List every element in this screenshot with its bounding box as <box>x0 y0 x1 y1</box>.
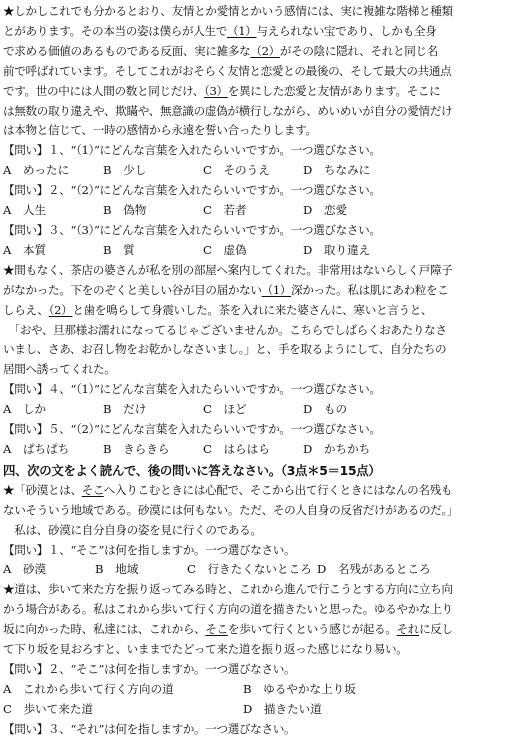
question-5-options <box>3 440 502 460</box>
question-2: 【問い】２、“（2）”にどんな言葉を入れたらいいですか。一つ選びなさい。 <box>3 183 381 198</box>
passage-line <box>3 580 502 600</box>
option-b[interactable]: B だけ <box>103 402 147 417</box>
option-c[interactable]: C 虚偽 <box>203 242 247 257</box>
option-b[interactable]: B 少し <box>103 163 147 178</box>
text-segment: です。世の中には人間の数と同じだけ、 <box>3 83 204 98</box>
option-b[interactable]: B 地域 <box>95 562 139 577</box>
underlined-blank: （1） <box>226 23 257 38</box>
text-segment: ★間もなく、茶店の婆さんが私を別の部屋へ案内してくれた。非常用はないらしく戸障子 <box>3 262 453 277</box>
underlined-blank: （2） <box>250 43 280 58</box>
option-a[interactable]: A ぱちぱち <box>3 441 70 456</box>
option-a[interactable]: A 人生 <box>3 203 47 218</box>
option-c[interactable]: C はらはら <box>203 441 270 456</box>
option-d[interactable]: D もの <box>303 402 348 417</box>
question-7-options <box>3 680 502 720</box>
option-c[interactable]: C 若者 <box>203 203 247 218</box>
option-b[interactable]: B ゆるやかな上り坂 <box>243 681 356 696</box>
option-d[interactable]: D ちなみに <box>303 163 371 178</box>
underlined-blank: （1） <box>261 282 292 297</box>
text-segment: を歩いて行くという感じが起る。 <box>227 622 397 637</box>
question-6-options <box>3 560 502 580</box>
option-a[interactable]: A しか <box>3 402 47 417</box>
passage-line <box>3 121 502 141</box>
option-d[interactable]: D 恋愛 <box>303 203 348 218</box>
text-segment: 深かった。私は肌にあわ粒をこ <box>291 282 449 297</box>
text-segment: へ入りこむときには心配で、そこから出て行くときにはなんの名残も <box>103 482 453 497</box>
question-2-options <box>3 201 502 221</box>
passage-line <box>3 2 502 22</box>
text-segment: を異にした恋愛と友情があります。そこに <box>227 83 441 98</box>
passage-line <box>3 301 502 321</box>
option-b[interactable]: B 偽物 <box>103 203 147 218</box>
passage-line <box>3 501 502 521</box>
passage-line <box>3 22 502 42</box>
passage-road <box>3 580 502 660</box>
underlined-blank: そこ <box>205 622 228 637</box>
passage-line <box>3 82 502 102</box>
option-a[interactable]: A これから歩いて行く方向の道 <box>3 681 174 696</box>
text-segment: 「おや、旦那様お濡れになってるじゃございませんか。こちらでしばらくおあたりなさ <box>3 322 447 337</box>
passage-line <box>3 261 502 281</box>
passage-line <box>3 42 502 62</box>
passage-line <box>3 281 502 301</box>
text-segment: て下り坂を見おろすと、いままでたどって来た道を振り返った感じになり易い。 <box>3 642 408 657</box>
passage-line <box>3 640 502 660</box>
text-segment: ★しかしこれでも分かるとおり、友情とか愛情とかいう感情には、実に複雑な階梯と種類 <box>3 4 453 18</box>
question-6: 【問い】１、“そこ”は何を指しますか。一つ選びなさい。 <box>3 542 296 557</box>
text-segment: に反し <box>419 622 453 637</box>
option-b[interactable]: B きらきら <box>103 441 170 456</box>
passage-line <box>3 360 502 380</box>
text-segment: ★「砂漠とは、 <box>3 482 82 497</box>
text-segment: がその陰に隠れ、それと同じ名 <box>279 43 439 58</box>
question-4-options <box>3 400 502 420</box>
underlined-blank: （3） <box>204 83 228 98</box>
passage-line <box>3 481 502 501</box>
text-segment: 私は、砂漠に自分自身の姿を見に行くのである。 <box>3 522 262 537</box>
passage-line <box>3 620 502 640</box>
text-segment: しらえ、 <box>3 302 49 317</box>
text-segment: は本物と信じて、一時の感情から永遠を誓い合ったりします。 <box>3 123 317 138</box>
option-c[interactable]: C 行きたくないところ <box>187 562 312 577</box>
option-c[interactable]: C ほど <box>203 402 247 417</box>
option-d[interactable]: D 取り違え <box>303 242 371 257</box>
text-segment: は無数の取り違えや、欺瞞や、無意識の虚偽が横行しながら、めいめいが自分の愛情だけ <box>3 103 453 118</box>
option-a[interactable]: A 砂漠 <box>3 562 47 577</box>
passage-line <box>3 62 502 82</box>
text-segment: 坂に向かった時、私達には、これから、 <box>3 622 206 637</box>
underlined-blank: そこ <box>81 482 104 497</box>
question-7: 【問い】２、“そこ”は何を指しますか。一つ選びなさい。 <box>3 662 296 676</box>
passage-line <box>3 521 502 541</box>
text-segment: とがあります。その本当の姿は僕らが人生で <box>3 23 227 38</box>
text-segment: 前で呼ばれています。そしてこれがおそらく友情と恋愛との最後の、そして最大の共通点 <box>3 63 452 78</box>
option-b[interactable]: B 質 <box>103 242 135 257</box>
passage-teahouse <box>3 261 502 380</box>
passage-friendship-love <box>3 2 502 141</box>
section-heading: 四、次の文をよく読んで、後の問いに答えなさい。（3点＊5＝15点） <box>3 462 381 478</box>
option-c[interactable]: C 歩いて来た道 <box>3 701 94 716</box>
option-a[interactable]: A めったに <box>3 163 70 178</box>
text-segment: かう場合がある。私はこれから歩いて行く方向の道を描きたいと思った。ゆるやかな上り <box>3 602 453 617</box>
text-segment: で求める価値のあるものである反面、実に雑多な <box>3 43 251 58</box>
question-3: 【問い】３、“（3）”にどんな言葉を入れたらいいですか。一つ選びなさい。 <box>3 222 381 237</box>
question-8: 【問い】３、“それ”は何を指しますか。一つ選びなさい。 <box>3 721 296 736</box>
question-5: 【問い】５、“（2）”にどんな言葉を入れたらいいですか。一つ選びなさい。 <box>3 422 381 437</box>
passage-line <box>3 321 502 341</box>
text-segment: ★道は、歩いて来た方を振り返ってみる時と、これから進んで行こうとする方向に立ち向 <box>3 582 453 597</box>
text-segment: 居間へ誘ってくれた。 <box>3 362 116 377</box>
text-segment: いまし、さあ、お召し物をお乾かしなさいまし。」と、手を取るようにして、自分たちの <box>3 342 447 357</box>
question-1-options <box>3 161 502 181</box>
text-segment: ないそういう地域である。砂漠には何もない。ただ、その人自身の反省だけがあるのだ。」 <box>3 502 459 517</box>
text-segment: 与えられない宝であり、しかも全身 <box>256 23 437 38</box>
option-d[interactable]: D 名残があるところ <box>317 562 431 577</box>
passage-line <box>3 600 502 620</box>
passage-line <box>3 102 502 122</box>
underlined-blank: （2） <box>48 302 73 317</box>
option-c[interactable]: C そのうえ <box>203 163 270 178</box>
option-a[interactable]: A 本質 <box>3 242 47 257</box>
passage-line <box>3 340 502 360</box>
text-segment: と歯を鳴らして身震いした。茶を入れに来た婆さんに、寒いと言うと、 <box>72 302 433 317</box>
question-1: 【問い】１、“（1）”にどんな言葉を入れたらいいですか。一つ選びなさい。 <box>3 143 381 158</box>
option-d[interactable]: D かちかち <box>303 441 371 456</box>
underlined-blank: それ <box>396 622 420 637</box>
question-3-options <box>3 241 502 261</box>
option-d[interactable]: D 描きたい道 <box>243 701 322 716</box>
passage-desert <box>3 481 502 541</box>
text-segment: がなかった。下をのぞくと美しい谷が目の届かない <box>3 282 262 297</box>
question-4: 【問い】４、“（1）”にどんな言葉を入れたらいいですか。一つ選びなさい。 <box>3 382 381 397</box>
